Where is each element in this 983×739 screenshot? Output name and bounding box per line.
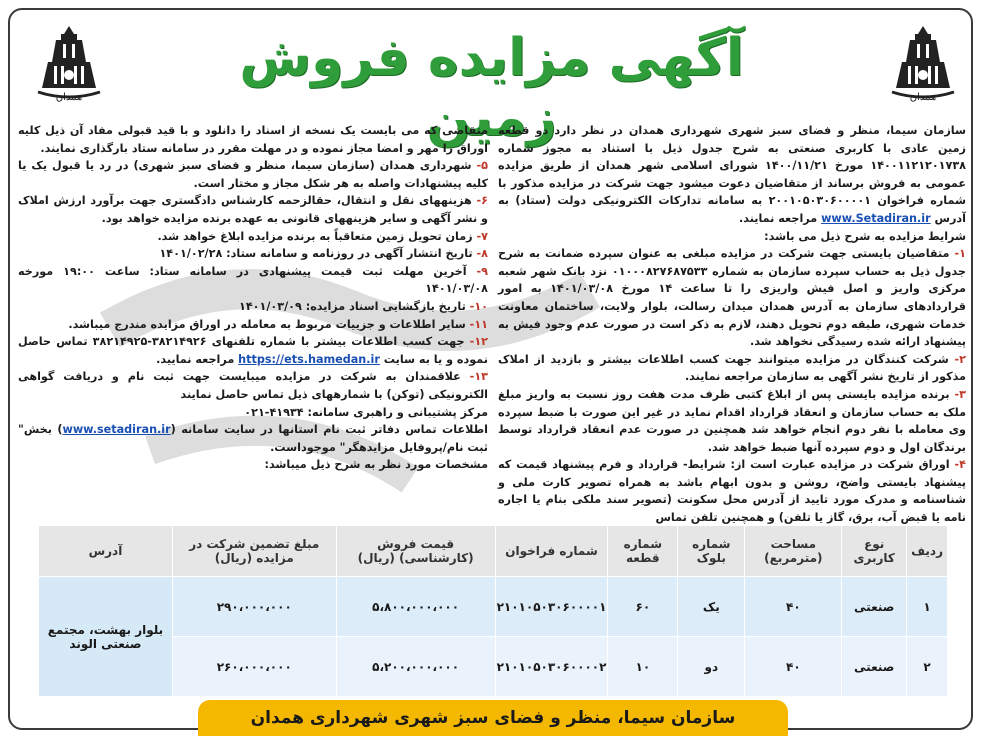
logo-caption-right: همدان	[909, 92, 937, 103]
cell-use: صنعتی	[842, 637, 907, 697]
cell-deposit: ۲۹۰،۰۰۰،۰۰۰	[172, 577, 336, 637]
condition-7-number: ۷-	[476, 229, 488, 243]
setadiran-link[interactable]: www.Setadiran.ir	[821, 211, 931, 225]
condition-1-text: متقاضیان بایستی جهت شرکت در مزایده مبلغی به عنوان سپرده ضمانت به شرح جدول ذیل به حساب سپرده سازمان به شماره ۰۱۰۰۰۸۲۷۶۸۷۵۳۳ نزد بانک شهر شعبه مرکزی واریز و اصل فیش واریزی را تا ساعت ۱۴ مورخ ۱۴۰۱/۰۳/۰۸ به امور قراردادهای سازمان به آدرس همدان میدان رسالت، بلوار ولایت، ساختمان معاونت خدمات شهری، طبقه دوم تحویل دهند، لازم به ذکر است در صورت عدم وجود فیش به پیشنهاد ارائه شده رسیدگی نخواهد شد.	[498, 247, 966, 349]
condition-3	[498, 386, 966, 456]
condition-9-text: آخرین مهلت ثبت قیمت پیشنهادی در سامانه ستاد: ساعت ۱۹:۰۰ مورخه ۱۴۰۱/۰۳/۰۸	[18, 264, 488, 296]
condition-6-text: هزینههای نقل و انتقال، حقالزحمه کارشناس دادگستری جهت برآورد ارزش املاک و نشر آگهی و سایر هزینههای قانونی به عهده برنده مزایده خواهد بود.	[18, 194, 488, 225]
condition-12-text: جهت کسب اطلاعات بیشتر با شماره تلفنهای ۳۸۲۱۴۹۲۶-۳۸۲۱۴۹۲۵ تماس حاصل نموده و یا به سایت	[18, 335, 488, 366]
condition-9-number: ۹-	[476, 264, 488, 278]
condition-7	[18, 228, 488, 246]
registration-info-end: ) بخش" ثبت نام/پروفایل مزایدهگر" موجوداست.	[18, 423, 488, 454]
header-block: شماره بلوک	[678, 526, 745, 577]
condition-11-number: ۱۱-	[469, 317, 488, 331]
condition-1	[498, 245, 966, 351]
condition-4	[498, 456, 966, 526]
condition-2-number: ۲-	[954, 352, 966, 366]
cell-plot: ۶۰	[608, 577, 678, 637]
support-center: مرکز پشتیبانی و راهبری سامانه: ۴۱۹۳۴-۰۲۱	[244, 405, 488, 419]
cell-row-num: ۱	[907, 577, 948, 637]
condition-10	[18, 298, 488, 316]
cell-price: ۵،۲۰۰،۰۰۰،۰۰۰	[336, 637, 495, 697]
condition-5-text: شهرداری همدان (سازمان سیما، منظر و فضای سبز شهری) در رد یا قبول یک یا کلیه پیشنهادات واصله به هر شکل مجاز و مختار است.	[18, 159, 488, 190]
header-use: نوع کاربری	[842, 526, 907, 577]
condition-11	[18, 316, 488, 334]
condition-10-number: ۱۰-	[469, 299, 488, 313]
condition-13-number: ۱۳-	[469, 370, 488, 384]
auction-table	[38, 525, 948, 697]
header-area: مساحت (مترمربع)	[745, 526, 842, 577]
header-row-num: ردیف	[907, 526, 948, 577]
logo-caption-left: همدان	[55, 92, 83, 103]
table-row	[39, 637, 948, 697]
registration-info	[18, 421, 488, 456]
condition-3-text: برنده مزایده بایستی پس از ابلاغ کتبی ظرف مدت هفت روز نسبت به واریز مبلغ ملک به حساب سازمان و انعقاد قرارداد اقدام نماید در غیر این صورت با ضبط سپرده وی معامله با نفر دوم انجام خواهد شد همچنین در صورت عدم انعقاد قرارداد توسط برندگان اول و دوم سپرده آنها ضبط خواهد شد.	[498, 387, 966, 454]
condition-8-text: تاریخ انتشار آگهی در روزنامه و سامانه ستاد: ۱۴۰۱/۰۲/۲۸	[159, 247, 477, 261]
specs-intro: مشخصات مورد نظر به شرح ذیل میباشد:	[264, 458, 488, 472]
header-plot: شماره قطعه	[608, 526, 678, 577]
cell-block: دو	[678, 637, 745, 697]
condition-5	[18, 157, 488, 192]
condition-1-number: ۱-	[954, 247, 966, 261]
table-header-row	[39, 526, 948, 577]
condition-13	[18, 368, 488, 403]
header-deposit: مبلغ تضمین شرکت در مزایده (ریال)	[172, 526, 336, 577]
intro-end: مراجعه نمایند.	[739, 211, 822, 225]
cell-call-number: ۲۱۰۱۰۵۰۳۰۶۰۰۰۰۲	[495, 637, 608, 697]
intro-paragraph	[498, 122, 966, 228]
condition-3-number: ۳-	[954, 387, 966, 401]
condition-7-text: زمان تحویل زمین متعاقباً به برنده مزایده ابلاغ خواهد شد.	[157, 229, 477, 243]
cell-row-num: ۲	[907, 637, 948, 697]
condition-13-text: علاقمندان به شرکت در مزایده میبایست جهت ثبت نام و دریافت گواهی الکترونیکی (توکن) با شمارههای ذیل تماس حاصل نمایند	[18, 370, 488, 401]
condition-5-number: ۵-	[476, 159, 488, 173]
condition-4-text: اوراق شرکت در مزایده عبارت است از: شرایط- قرارداد و فرم پیشنهاد قیمت که پیشنهاد بایستی واضح، روشن و بدون ابهام باشد به همراه تصویر کارت ملی و شناسنامه و مدرک مورد تایید از آدرس محل سکونت (تصویر سند ملکی بنام یا اجاره نامه یا قبض آب، برق، گاز یا تلفن) و همچنین تلفن تماس	[498, 458, 966, 525]
condition-6	[18, 192, 488, 227]
condition-4-number: ۴-	[954, 458, 966, 472]
intro-text: سازمان سیما، منظر و فضای سبز شهری شهرداری همدان در نظر دارد دو قطعه زمین عادی با کاربری صنعتی به شرح جدول ذیل با استناد به مجوز شماره ۱۴۰۰۱۱۲۱۲۰۱۷۳۸ مورخ ۱۴۰۰/۱۱/۲۱ شورای اسلامی شهر همدان از طریق مزایده عمومی به فروش برساند از متقاضیان دعوت میشود جهت شرکت در مزایده مذکور با شماره فراخوان ۲۰۰۱۰۵۰۳۰۶۰۰۰۰۱ به سامانه تدارکات الکترونیکی دولت (ستاد) به آدرس	[498, 124, 967, 225]
header-call-number: شماره فراخوان	[495, 526, 608, 577]
cell-use: صنعتی	[842, 577, 907, 637]
header-price: قیمت فروش (کارشناسی) (ریال)	[336, 526, 495, 577]
table-row	[39, 577, 948, 637]
cell-plot: ۱۰	[608, 637, 678, 697]
cell-price: ۵،۸۰۰،۰۰۰،۰۰۰	[336, 577, 495, 637]
condition-4-continued: متقاضی که می بایست یک نسخه از اسناد را دانلود و با قید قبولی مفاد آن ذیل کلیه اوراق را مهر و امضا مجاز نموده و در مهلت مقرر در سامانه ستاد بارگذاری نمایند.	[18, 124, 488, 155]
condition-10-text: تاریخ بازگشایی اسناد مزایده: ۱۴۰۱/۰۳/۰۹	[239, 299, 470, 313]
text-column-right	[498, 122, 966, 527]
registration-info-text: اطلاعات تماس دفاتر ثبت نام استانها در سایت سامانه (	[170, 423, 488, 437]
condition-12-number: ۱۲-	[469, 335, 488, 349]
cell-address: بلوار بهشت، مجتمع صنعتی الوند	[39, 577, 173, 697]
condition-2-text: شرکت کنندگان در مزایده میتوانند جهت کسب اطلاعات بیشتر و بازدید از املاک مذکور از تاریخ نشر آگهی به سازمان مراجعه نمایند.	[498, 352, 966, 384]
condition-8	[18, 245, 488, 263]
setadiran-link-2[interactable]: www.setadiran.ir	[62, 423, 171, 437]
cell-area: ۴۰	[745, 577, 842, 637]
condition-9	[18, 263, 488, 298]
page-title: آگهی مزایده فروش زمین	[239, 28, 744, 148]
condition-11-text: سایر اطلاعات و جزییات مربوط به معامله در اوراق مزایده مندرج میباشد.	[68, 317, 470, 331]
condition-8-number: ۸-	[476, 247, 488, 261]
ets-hamedan-link[interactable]: https://ets.hamedan.ir	[238, 352, 380, 366]
condition-2	[498, 351, 966, 386]
cell-area: ۴۰	[745, 637, 842, 697]
footer-banner: سازمان سیما، منظر و فضای سبز شهری شهرداری همدان	[198, 700, 788, 736]
cell-block: یک	[678, 577, 745, 637]
condition-12	[18, 333, 488, 368]
condition-6-number: ۶-	[476, 194, 488, 208]
text-column-left	[18, 122, 488, 474]
condition-12-end: مراجعه نمایید.	[156, 352, 239, 366]
cell-deposit: ۲۶۰،۰۰۰،۰۰۰	[172, 637, 336, 697]
cell-call-number: ۲۱۰۱۰۵۰۳۰۶۰۰۰۰۱	[495, 577, 608, 637]
conditions-title: شرایط مزایده به شرح ذیل می باشد:	[764, 229, 966, 243]
header-address: آدرس	[39, 526, 173, 577]
